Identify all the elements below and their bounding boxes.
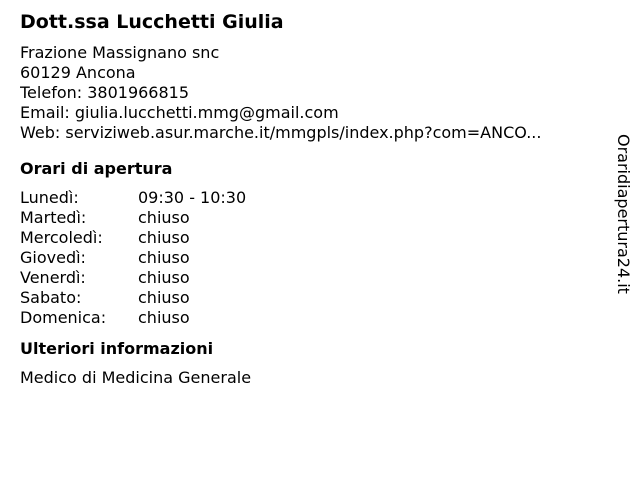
contact-block [20,43,610,143]
time-value: chiuso [138,268,190,287]
day-label: Mercoledì: [20,228,103,247]
day-label: Lunedì: [20,188,79,207]
phone-line[interactable]: Telefon: 3801966815 [20,83,190,102]
business-card [20,9,610,388]
hours-list [20,188,610,328]
address-city: 60129 Ancona [20,63,136,82]
hours-row [20,248,610,268]
time-value: chiuso [138,288,190,307]
hours-row [20,208,610,228]
address-street: Frazione Massignano snc [20,43,220,62]
time-value: 09:30 - 10:30 [138,188,247,207]
hours-row [20,308,610,328]
info-title: Ulteriori informazioni [20,339,214,358]
day-label: Domenica: [20,308,107,327]
time-value: chiuso [138,208,190,227]
brand-watermark: Oraridiapertura24.it [614,134,633,294]
web-line[interactable]: Web: serviziweb.asur.marche.it/mmgpls/index.php?com=ANCO... [20,123,542,142]
info-text: Medico di Medicina Generale [20,368,252,387]
hours-row [20,268,610,288]
day-label: Sabato: [20,288,82,307]
hours-row [20,188,610,208]
time-value: chiuso [138,228,190,247]
day-label: Giovedì: [20,248,86,267]
hours-row [20,288,610,308]
day-label: Venerdì: [20,268,86,287]
business-name: Dott.ssa Lucchetti Giulia [20,11,284,33]
time-value: chiuso [138,308,190,327]
hours-title: Orari di apertura [20,159,173,178]
time-value: chiuso [138,248,190,267]
email-line[interactable]: Email: giulia.lucchetti.mmg@gmail.com [20,103,339,122]
hours-row [20,228,610,248]
day-label: Martedì: [20,208,87,227]
